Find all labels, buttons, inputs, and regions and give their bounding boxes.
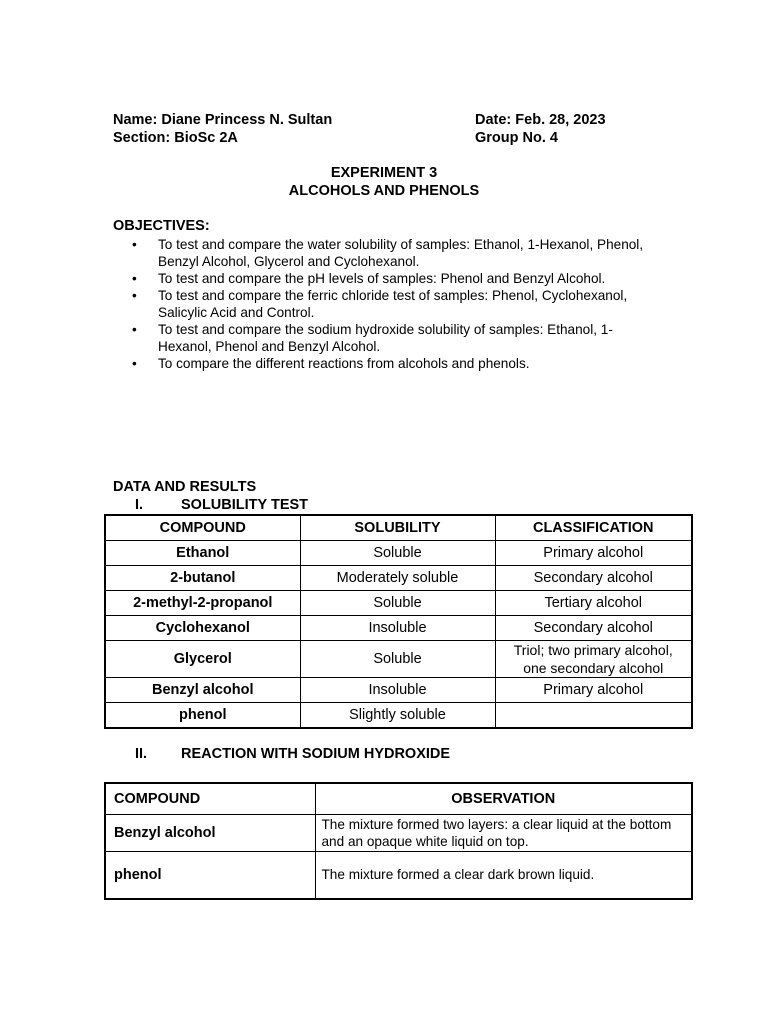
section1-numeral: I. <box>135 497 144 513</box>
classification-cell: Tertiary alcohol <box>495 591 692 616</box>
table-row <box>105 566 692 591</box>
compound-cell: 2-butanol <box>105 566 300 591</box>
solubility-cell: Insoluble <box>300 678 495 703</box>
classification-cell: Primary alcohol <box>495 678 692 703</box>
column-header: OBSERVATION <box>315 783 692 815</box>
objective-item: • To test and compare the pH levels of samples: Phenol and Benzyl Alcohol. <box>132 271 606 286</box>
table-row <box>105 678 692 703</box>
experiment-title: ALCOHOLS AND PHENOLS <box>288 183 480 199</box>
solubility-table <box>104 514 693 729</box>
table-row <box>105 641 692 678</box>
student-section: Section: BioSc 2A <box>113 130 238 146</box>
compound-cell: phenol <box>105 703 300 728</box>
solubility-cell: Moderately soluble <box>300 566 495 591</box>
classification-cell: Primary alcohol <box>495 541 692 566</box>
column-header: COMPOUND <box>105 783 315 815</box>
table-header-row <box>105 515 692 541</box>
data-results-heading: DATA AND RESULTS <box>113 479 257 495</box>
observation-cell: The mixture formed two layers: a clear liquid at the bottom and an opaque white liquid on top. <box>315 815 692 852</box>
solubility-cell: Soluble <box>300 591 495 616</box>
solubility-cell: Slightly soluble <box>300 703 495 728</box>
compound-cell: Benzyl alcohol <box>105 815 315 852</box>
compound-cell: Cyclohexanol <box>105 616 300 641</box>
table-row <box>105 541 692 566</box>
observation-cell: The mixture formed a clear dark brown liquid. <box>315 852 692 899</box>
section2-title: REACTION WITH SODIUM HYDROXIDE <box>181 746 451 762</box>
objectives-list <box>113 236 673 372</box>
group-number: Group No. 4 <box>475 130 558 146</box>
bullet: • <box>132 356 137 371</box>
bullet: • <box>132 271 137 286</box>
table-header-row <box>105 783 692 815</box>
classification-cell: Secondary alcohol <box>495 616 692 641</box>
bullet: • <box>132 288 137 303</box>
objectives-heading: OBJECTIVES: <box>113 218 210 234</box>
objective-item: • To test and compare the water solubility of samples: Ethanol, 1-Hexanol, Phenol, Benzyl Alcohol, Glycerol and Cyclohexanol. <box>132 237 644 269</box>
classification-cell: Triol; two primary alcohol, one secondary alcohol <box>495 641 692 678</box>
solubility-cell: Insoluble <box>300 616 495 641</box>
compound-cell: phenol <box>105 852 315 899</box>
experiment-number: EXPERIMENT 3 <box>330 165 438 181</box>
bullet: • <box>132 237 137 252</box>
table-row <box>105 815 692 852</box>
table-row <box>105 591 692 616</box>
table-row <box>105 703 692 728</box>
column-header: SOLUBILITY <box>300 515 495 541</box>
table-row <box>105 852 692 899</box>
column-header: COMPOUND <box>105 515 300 541</box>
bullet: • <box>132 322 137 337</box>
compound-cell: 2-methyl-2-propanol <box>105 591 300 616</box>
section2-numeral: II. <box>135 746 148 762</box>
report-date: Date: Feb. 28, 2023 <box>475 112 606 128</box>
solubility-cell: Soluble <box>300 541 495 566</box>
section1-title: SOLUBILITY TEST <box>181 497 309 513</box>
classification-cell: Secondary alcohol <box>495 566 692 591</box>
column-header: CLASSIFICATION <box>495 515 692 541</box>
objective-item: • To test and compare the sodium hydroxide solubility of samples: Ethanol, 1- Hexanol, Phenol and Benzyl Alcohol. <box>132 322 613 354</box>
objective-item: • To test and compare the ferric chloride test of samples: Phenol, Cyclohexanol, Salicylic Acid and Control. <box>132 288 628 320</box>
compound-cell: Benzyl alcohol <box>105 678 300 703</box>
compound-cell: Ethanol <box>105 541 300 566</box>
objective-item: • To compare the different reactions from alcohols and phenols. <box>132 356 530 371</box>
classification-cell <box>495 703 692 728</box>
solubility-cell: Soluble <box>300 641 495 678</box>
table-row <box>105 616 692 641</box>
naoh-table <box>104 782 693 900</box>
student-name: Name: Diane Princess N. Sultan <box>113 112 333 128</box>
compound-cell: Glycerol <box>105 641 300 678</box>
